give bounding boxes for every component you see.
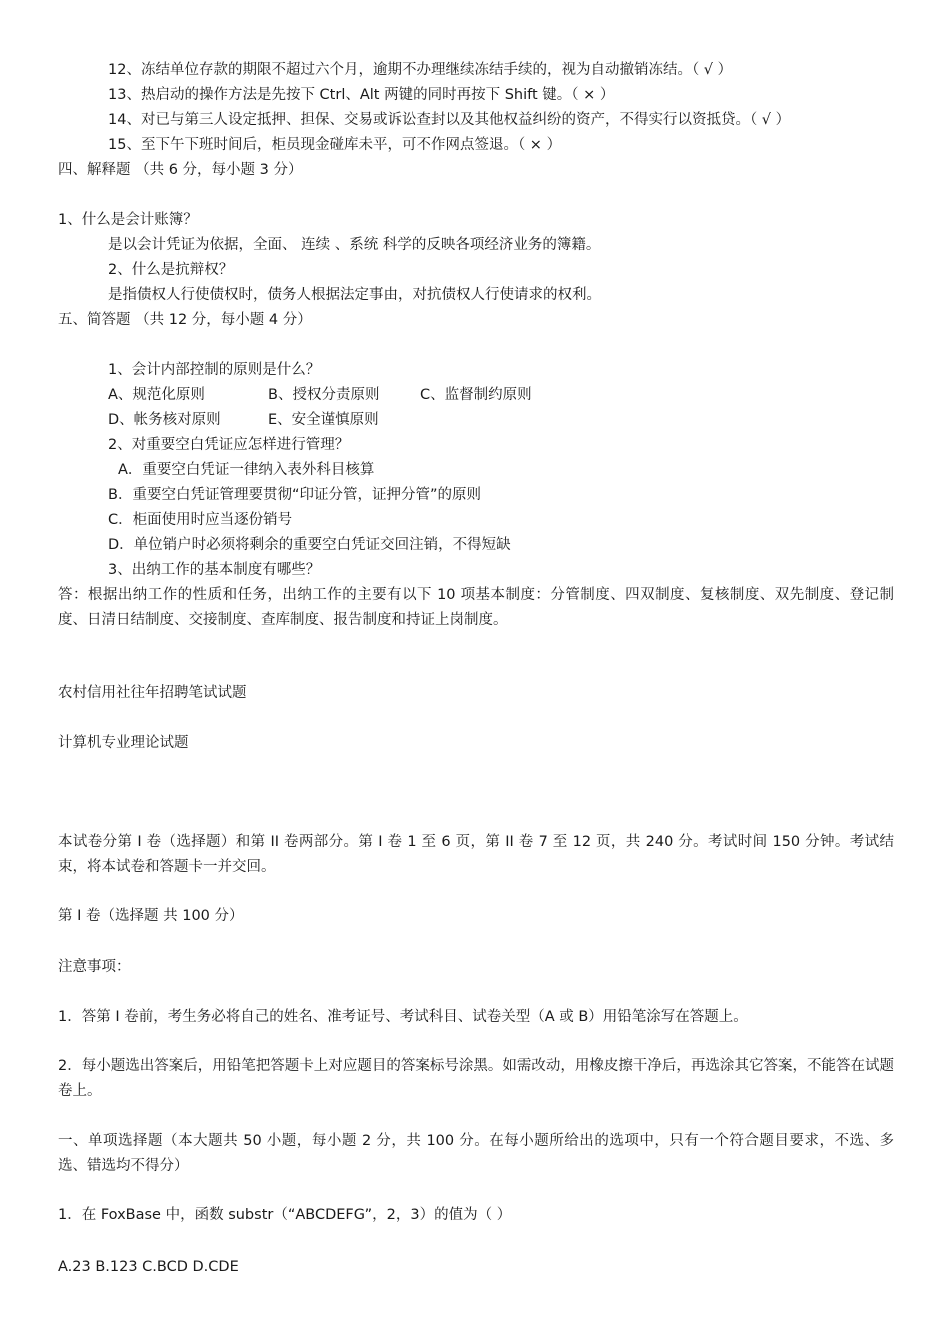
section4-heading: 四、解释题 （共 6 分，每小题 3 分） [58,162,303,178]
exam-question-1: 1．在 FoxBase 中，函数 substr（“ABCDEFG”，2，3）的值为（ ） [58,1207,512,1223]
section5-q2-option-b: B．重要空白凭证管理要贯彻“印证分管，证押分管”的原则 [108,487,481,503]
option-d: D、帐务核对原则 [108,412,221,428]
option-c: C、监督制约原则 [420,387,532,403]
exam-question-1-options: A.23 B.123 C.BCD D.CDE [58,1259,239,1275]
section5-answer-3: 答：根据出纳工作的性质和任务，出纳工作的主要有以下 10 项基本制度：分管制度、四双制度、复核制度、双先制度、登记制度、日清日结制度、交接制度、查库制度、报告制度和持证上岗制度。 [58,587,894,628]
section5-question-2: 2、对重要空白凭证应怎样进行管理？ [108,437,350,453]
section4-answer-2: 是指债权人行使债权时，债务人根据法定事由，对抗债权人行使请求的权利。 [108,287,601,303]
section5-question-3: 3、出纳工作的基本制度有哪些？ [108,562,321,578]
section5-q1-options-row2 [108,410,379,430]
notice-title: 注意事项： [58,959,131,975]
notice-item-1: 1．答第 I 卷前，考生务必将自己的姓名、准考证号、考试科目、试卷关型（A 或 B）用铅笔涂写在答题上。 [58,1009,748,1025]
section4-answer-1: 是以会计凭证为依据，全面、 连续 、系统 科学的反映各项经济业务的簿籍。 [108,237,601,253]
volume-1-heading: 第 I 卷（选择题 共 100 分） [58,908,244,924]
exam-subtitle: 计算机专业理论试题 [58,735,189,751]
section5-q2-option-c: C．柜面使用时应当逐份销号 [108,512,293,528]
option-e: E、安全谨慎原则 [268,412,379,428]
exam-title: 农村信用社往年招聘笔试试题 [58,685,247,701]
section5-q1-options-row1 [108,385,532,405]
notice-item-2: 2．每小题选出答案后，用铅笔把答题卡上对应题目的答案标号涂黑。如需改动，用橡皮擦干净后，再选涂其它答案，不能答在试题卷上。 [58,1058,894,1099]
tf-question-13: 13、热启动的操作方法是先按下 Ctrl、Alt 两键的同时再按下 Shift 键。（ × ） [108,87,615,103]
tf-question-12: 12、冻结单位存款的期限不超过六个月，逾期不办理继续冻结手续的，视为自动撤销冻结。（ √ ） [108,62,733,78]
section4-question-1: 1、什么是会计账簿？ [58,212,198,228]
section5-q2-option-a: A．重要空白凭证一律纳入表外科目核算 [118,462,375,478]
section4-question-2: 2、什么是抗辩权？ [108,262,234,278]
exam-intro: 本试卷分第 I 卷（选择题）和第 II 卷两部分。第 I 卷 1 至 6 页，第 II 卷 7 至 12 页，共 240 分。考试时间 150 分钟。考试结束，将本试卷和答题卡一并交回。 [58,834,894,875]
section5-question-1: 1、会计内部控制的原则是什么？ [108,362,321,378]
tf-question-14: 14、对已与第三人设定抵押、担保、交易或诉讼查封以及其他权益纠纷的资产，不得实行以资抵贷。（ √ ） [108,112,791,128]
option-a: A、规范化原则 [108,387,205,403]
section5-heading: 五、简答题 （共 12 分，每小题 4 分） [58,312,312,328]
section5-q2-option-d: D．单位销户时必须将剩余的重要空白凭证交回注销，不得短缺 [108,537,511,553]
part1-heading: 一、单项选择题（本大题共 50 小题，每小题 2 分，共 100 分。在每小题所给出的选项中，只有一个符合题目要求，不选、多选、错选均不得分） [58,1133,894,1174]
tf-question-15: 15、至下午下班时间后，柜员现金碰库未平，可不作网点签退。（ × ） [108,137,562,153]
option-b: B、授权分责原则 [268,387,380,403]
